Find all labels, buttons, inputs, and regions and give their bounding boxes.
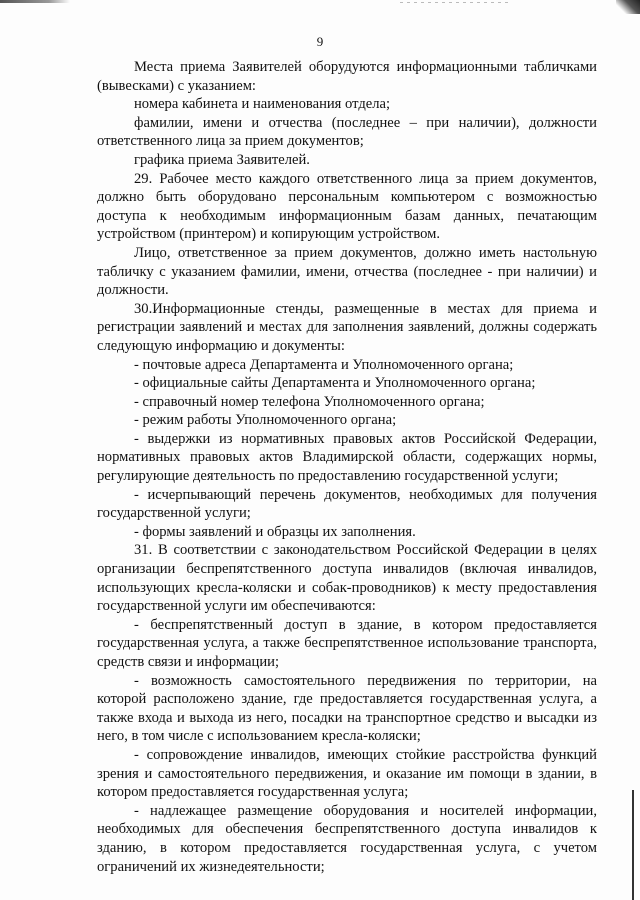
paragraph-item-31: 31. В соответствии с законодательством Российской Федерации в целях организации беспрепятственного доступа инвалидов (включая инвалидов, использующих кресла-коляски и собак-проводников) к месту предоставления государственной услуги им обеспечиваются:: [97, 542, 597, 615]
list-item-legal-extracts: - выдержки из нормативных правовых актов Российской Федерации, нормативных правовых актов Владимирской области, содержащих нормы, регулирующие деятельность по предоставлению государственной услуги;: [97, 430, 597, 485]
list-item-escort: - сопровождение инвалидов, имеющих стойкие расстройства функций зрения и самостоятельного передвижения, и оказание им помощи в здании, в котором предоставляется государственная услуга;: [97, 746, 597, 801]
paragraph-desk-sign: Лицо, ответственное за прием документов, должно иметь настольную табличку с указанием фамилии, имени, отчества (последнее - при наличии) и должности.: [97, 244, 597, 299]
list-item-document-list: - исчерпывающий перечень документов, необходимых для получения государственной услуги;: [97, 486, 597, 522]
paragraph-info-signs: Места приема Заявителей оборудуются информационными табличками (вывесками) с указанием:: [97, 59, 597, 94]
list-item-phone-number: - справочный номер телефона Уполномоченного органа;: [134, 393, 485, 410]
scan-artifact-top: [400, 2, 510, 3]
list-item-building-access: - беспрепятственный доступ в здание, в котором предоставляется государственная услуга, а также беспрепятственное использование транспорта, средств связи и информации;: [97, 616, 597, 670]
list-item-forms: - формы заявлений и образцы их заполнения.: [134, 523, 416, 540]
paragraph-item-29: 29. Рабочее место каждого ответственного лица за прием документов, должно быть оборудовано персональным компьютером с возможностью доступа к необходимым информационным базам данных, печатающим устройством (принтером) и копирующим устройством.: [97, 170, 597, 243]
list-item-official-sites: - официальные сайты Департамента и Уполномоченного органа;: [134, 375, 536, 392]
list-item-territory-movement: - возможность самостоятельного передвижения по территории, на которой расположено здание, где предоставляется государственная услуга, а также входа и выхода из него, посадки на транспортное средство и высадки из него, в том числе с использованием кресла-коляски;: [97, 672, 597, 745]
paragraph-item-30: 30.Информационные стенды, размещенные в местах для приема и регистрации заявлений и местах для заполнения заявлений, должны содержать следующую информацию и документы:: [97, 300, 597, 354]
paragraph-responsible-person: фамилии, имени и отчества (последнее – при наличии), должности ответственного лица за прием документов;: [97, 114, 597, 150]
paragraph-cabinet-number: номера кабинета и наименования отдела;: [134, 96, 391, 113]
paragraph-reception-schedule: графика приема Заявителей.: [134, 151, 310, 168]
document-body: [97, 58, 597, 876]
page-number: 9: [316, 34, 324, 49]
scan-artifact-top-left: [0, 0, 70, 3]
scan-artifact-corner: [616, 0, 640, 14]
scan-artifact-right-edge: [632, 790, 634, 900]
list-item-working-hours: - режим работы Уполномоченного органа;: [134, 412, 397, 429]
list-item-equipment-placement: - надлежащее размещение оборудования и носителей информации, необходимых для обеспечения беспрепятственного доступа инвалидов к зданию, в котором предоставляется государственная услуга, с учетом ограничений их жизнедеятельности;: [97, 802, 597, 875]
list-item-postal-addresses: - почтовые адреса Департамента и Уполномоченного органа;: [134, 356, 514, 373]
